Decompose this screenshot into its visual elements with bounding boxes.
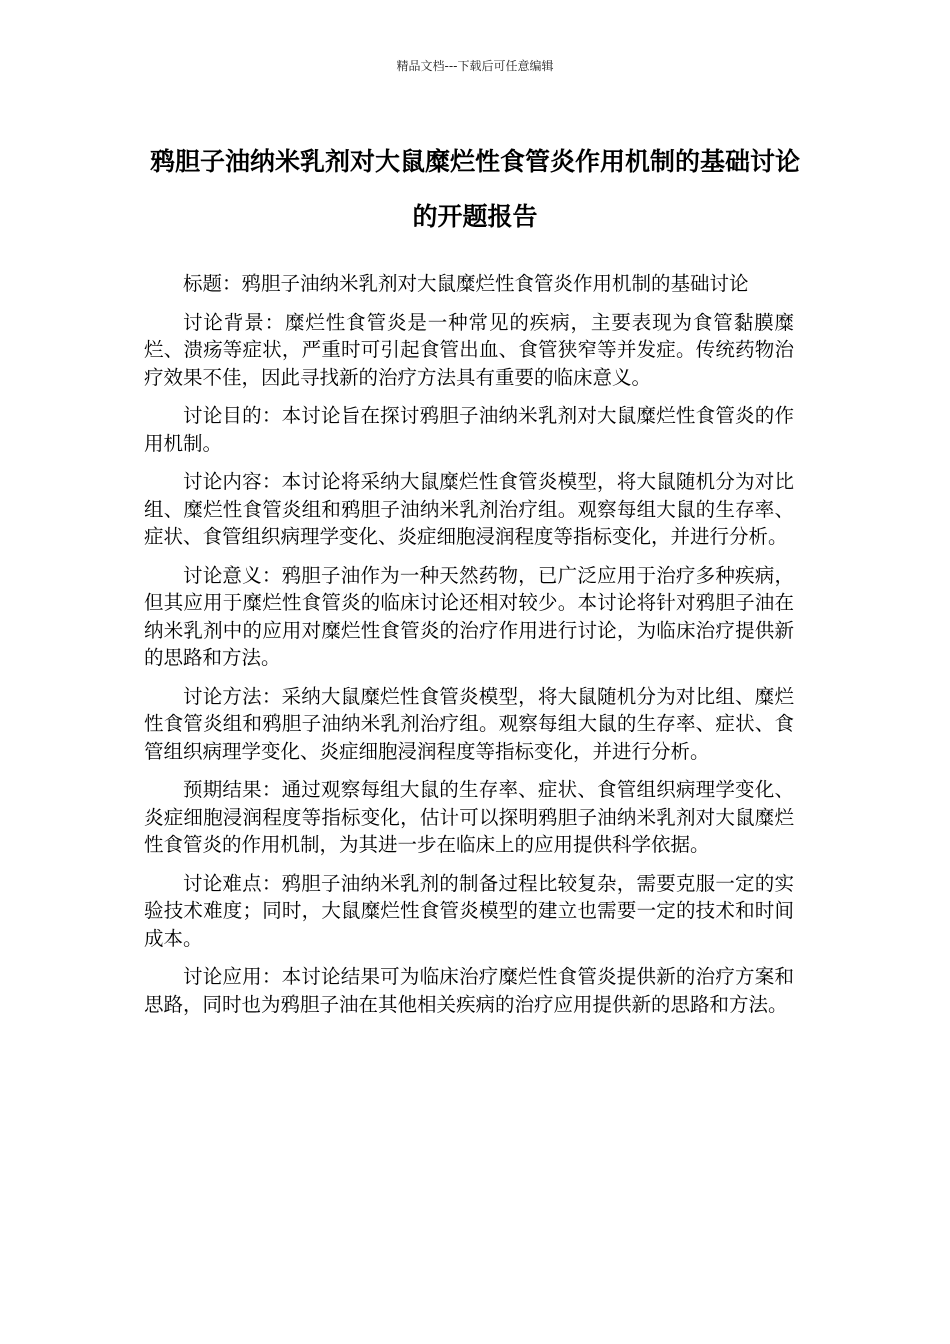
paragraph-applications: 讨论应用：本讨论结果可为临床治疗糜烂性食管炎提供新的治疗方案和思路，同时也为鸦胆子油在其他相关疾病的治疗应用提供新的思路和方法。 — [144, 965, 794, 1016]
paragraph-expected-results: 预期结果：通过观察每组大鼠的生存率、症状、食管组织病理学变化、炎症细胞浸润程度等指标变化，估计可以探明鸦胆子油纳米乳剂对大鼠糜烂性食管炎的作用机制，为其进一步在临床上的应用提供科学依据。 — [144, 778, 794, 856]
paragraph-content: 讨论内容：本讨论将采纳大鼠糜烂性食管炎模型，将大鼠随机分为对比组、糜烂性食管炎组和鸦胆子油纳米乳剂治疗组。观察每组大鼠的生存率、症状、食管组织病理学变化、炎症细胞浸润程度等指标变化，并进行分析。 — [144, 470, 794, 548]
header-note: 精品文档---下载后可任意编辑 — [396, 59, 554, 73]
document-title: 鸦胆子油纳米乳剂对大鼠糜烂性食管炎作用机制的基础讨论的开题报告 — [149, 147, 800, 231]
paragraph-title-line: 标题：鸦胆子油纳米乳剂对大鼠糜烂性食管炎作用机制的基础讨论 — [183, 272, 749, 295]
paragraph-significance: 讨论意义：鸦胆子油作为一种天然药物，已广泛应用于治疗多种疾病，但其应用于糜烂性食管炎的临床讨论还相对较少。本讨论将针对鸦胆子油在纳米乳剂中的应用对糜烂性食管炎的治疗作用进行讨论，为临床治疗提供新的思路和方法。 — [144, 563, 794, 669]
paragraph-difficulties: 讨论难点：鸦胆子油纳米乳剂的制备过程比较复杂，需要克服一定的实验技术难度；同时，大鼠糜烂性食管炎模型的建立也需要一定的技术和时间成本。 — [144, 871, 794, 950]
paragraph-background: 讨论背景：糜烂性食管炎是一种常见的疾病，主要表现为食管黏膜糜烂、溃疡等症状，严重时可引起食管出血、食管狭窄等并发症。传统药物治疗效果不佳，因此寻找新的治疗方法具有重要的临床意义。 — [144, 310, 794, 389]
paragraph-methods: 讨论方法：采纳大鼠糜烂性食管炎模型，将大鼠随机分为对比组、糜烂性食管炎组和鸦胆子油纳米乳剂治疗组。观察每组大鼠的生存率、症状、食管组织病理学变化、炎症细胞浸润程度等指标变化，并进行分析。 — [144, 684, 794, 763]
paragraph-purpose: 讨论目的：本讨论旨在探讨鸦胆子油纳米乳剂对大鼠糜烂性食管炎的作用机制。 — [144, 404, 794, 455]
document-body — [144, 270, 794, 1029]
